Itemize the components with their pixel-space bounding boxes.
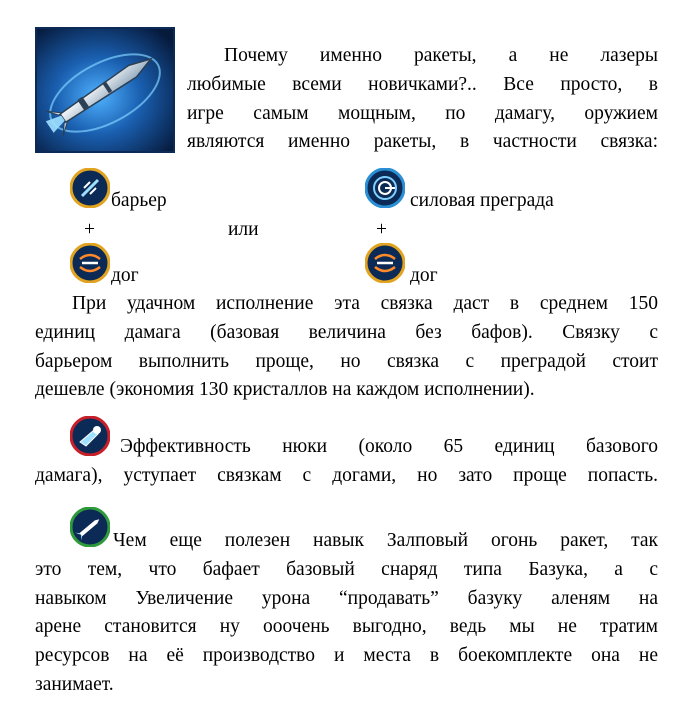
missile-salvo-skill-icon	[70, 507, 110, 547]
intro-line-4: являются именно ракеты, в частности связка:	[187, 131, 658, 152]
combo-left-bottom: дог	[111, 265, 139, 286]
nuke-skill-icon	[70, 416, 110, 456]
intro-line-2: любимые всеми новичками?.. Все просто, в	[187, 74, 658, 95]
combo-right-bottom: дог	[410, 265, 438, 286]
combo-left-top: барьер	[111, 190, 167, 211]
para1-line-1: При удачном исполнение эта связка даст в среднем 150	[72, 293, 658, 314]
intro-line-1: Почему именно ракеты, а не лазеры	[224, 45, 658, 66]
para3-line-2: это тем, что бафает базовый снаряд типа Базука, а с	[35, 559, 658, 580]
combo-right-top: силовая преграда	[410, 190, 554, 211]
combo-left-plus: +	[84, 219, 95, 240]
barrier-skill-icon	[70, 168, 110, 208]
para3-line-3: навыком Увеличение урона “продавать” базуку аленям на	[35, 588, 658, 609]
force-field-skill-icon	[365, 168, 405, 208]
para3-line-1: Чем еще полезен навык Залповый огонь ракет, так	[113, 530, 658, 551]
para1-line-2: единиц дамага (базовая величина без бафов). Связку с	[35, 322, 658, 343]
para3-line-4: арене становится ну ооочень выгодно, ведь мы не тратим	[35, 616, 658, 637]
dog-skill-icon	[365, 243, 405, 283]
dog-skill-icon	[70, 243, 110, 283]
para2-line-1: Эффективность нюки (около 65 единиц базового	[120, 436, 658, 457]
rocket-icon	[35, 27, 175, 153]
para3-line-5: ресурсов на её производство и места в боекомплекте она не	[35, 645, 658, 666]
para3-line-6: занимает.	[35, 674, 114, 695]
combo-or: или	[228, 219, 259, 240]
para1-line-3: барьером выполнить проще, но связка с преградой стоит	[35, 351, 658, 372]
para2-line-2: дамага), уступает связкам с догами, но зато проще попасть.	[35, 465, 658, 486]
intro-line-3: игре самым мощным, по дамагу, оружием	[187, 103, 658, 124]
combo-right-plus: +	[376, 219, 387, 240]
para1-line-4: дешевле (экономия 130 кристаллов на каждом исполнении).	[35, 379, 535, 400]
